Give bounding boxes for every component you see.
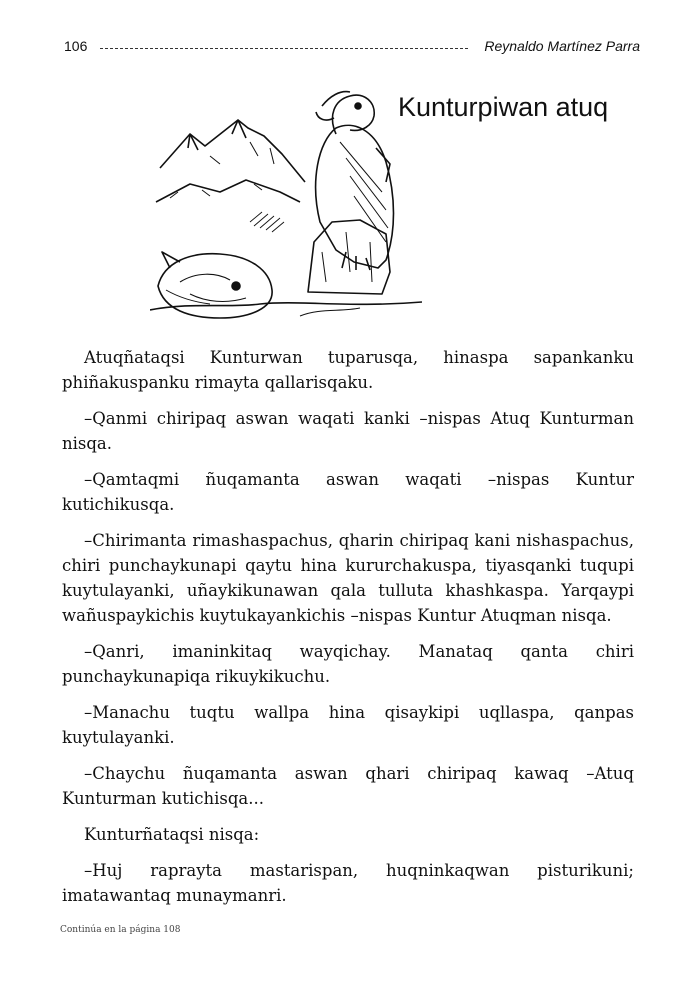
author-name: Reynaldo Martínez Parra: [484, 38, 640, 54]
continuation-note: Continúa en la página 108: [60, 925, 181, 935]
header-rule: [100, 48, 468, 49]
paragraph: –Chirimanta rimashaspachus, qharin chiripaq kani nishaspachus, chiri punchaykunapi qaytu hina kururchakuspa, tiyasqanki tuqupi kuytulayanki, uñaykikunawan qala tulluta khashkaspa. Yarqaypi wañuspaykichis kuytukayankichis –nispas Kuntur Atuqman nisqa.: [62, 531, 634, 625]
paragraph: –Qanmi chiripaq aswan waqati kanki –nispas Atuq Kunturman nisqa.: [62, 409, 634, 453]
paragraph: Atuqñataqsi Kunturwan tuparusqa, hinaspa sapankanku phiñakuspanku rimayta qallarisqaku.: [62, 348, 634, 392]
paragraph: –Manachu tuqtu wallpa hina qisaykipi uqllaspa, qanpas kuytulayanki.: [62, 703, 634, 747]
paragraph: –Qamtaqmi ñuqamanta aswan waqati –nispas Kuntur kutichikusqa.: [62, 470, 634, 514]
paragraph: Kunturñataqsi nisqa:: [84, 825, 260, 844]
condor-fox-mountains-illustration: [150, 72, 422, 332]
paragraph: –Qanri, imaninkitaq wayqichay. Manataq qanta chiri punchaykunapiqa rikuykikuchu.: [62, 642, 634, 686]
story-title: Kunturpiwan atuq: [398, 92, 609, 123]
paragraph: –Huj raprayta mastarispan, huqninkaqwan pisturikuni; imatawantaq munaymanri.: [62, 861, 634, 905]
page-number: 106: [64, 38, 88, 54]
page-header: [64, 38, 640, 58]
story-body: [62, 345, 634, 919]
paragraph: –Chaychu ñuqamanta aswan qhari chiripaq kawaq –Atuq Kunturman kutichisqa...: [62, 764, 634, 808]
